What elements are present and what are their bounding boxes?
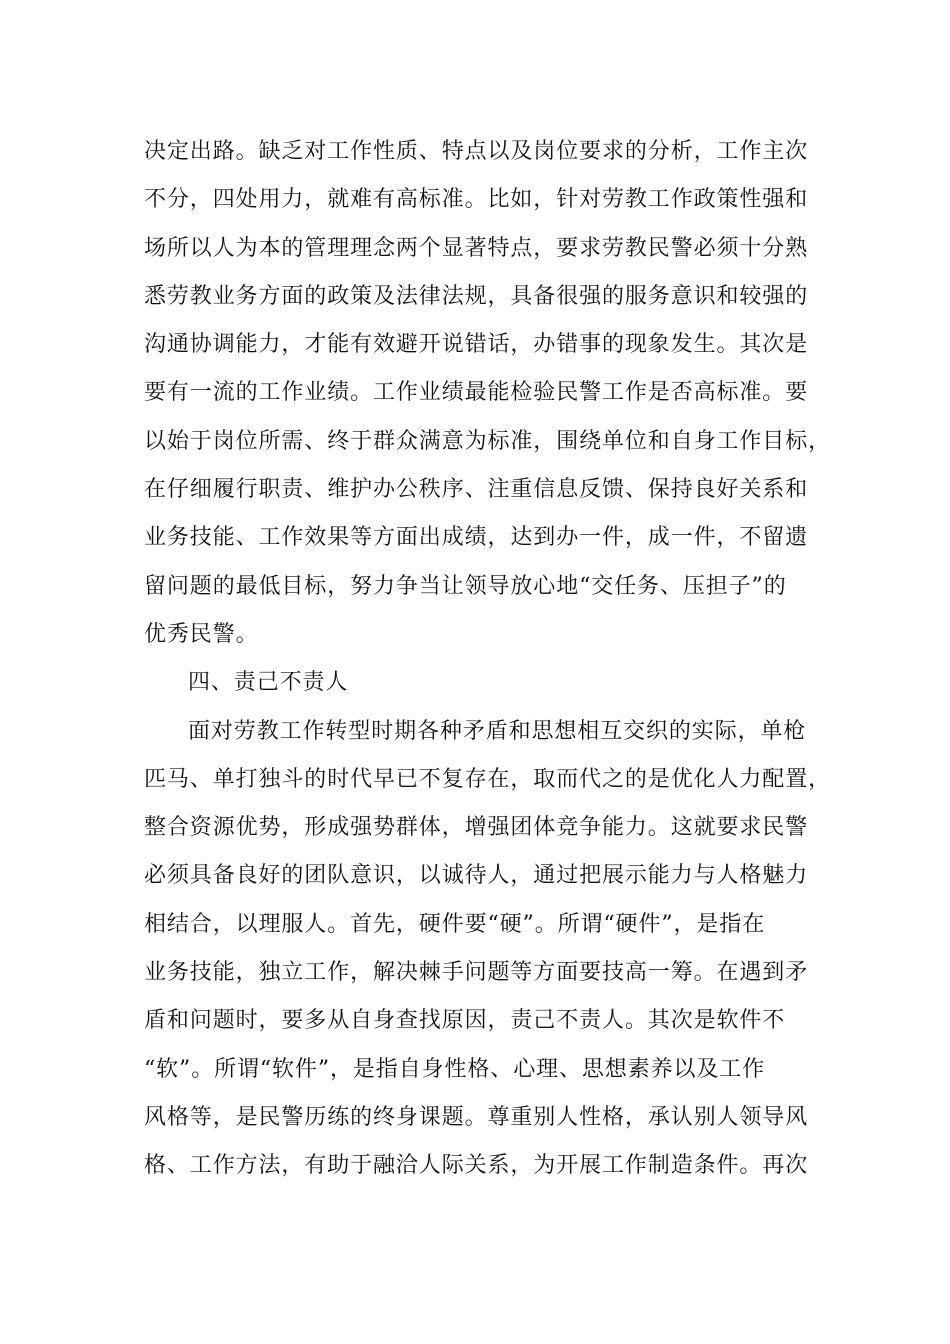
text-line: 风格等，是民警历练的终身课题。尊重别人性格，承认别人领导风 [144, 1104, 809, 1130]
text-line: 匹马、单打独斗的时代早已不复存在，取而代之的是优化人力配置， [144, 766, 832, 792]
text-line: 场所以人为本的管理理念两个显著特点，要求劳教民警必须十分熟 [144, 235, 809, 261]
text-line: 决定出路。缺乏对工作性质、特点以及岗位要求的分析，工作主次 [144, 139, 809, 164]
text-line: 业务技能、工作效果等方面出成绩，达到办一件，成一件，不留遗 [144, 525, 809, 551]
text-line: “软”。所谓“软件”，是指自身性格、心理、思想素养以及工作 [144, 1056, 766, 1082]
text-line: 以始于岗位所需、终于群众满意为标准，围绕单位和自身工作目标， [144, 428, 832, 454]
body-text [144, 128, 834, 1191]
text-line: 格、工作方法，有助于融洽人际关系，为开展工作制造条件。再次 [144, 1153, 809, 1179]
text-line: 在仔细履行职责、维护办公秩序、注重信息反馈、保持良好关系和 [144, 477, 809, 503]
section-heading: 四、责己不责人 [188, 670, 349, 696]
text-line: 要有一流的工作业绩。工作业绩最能检验民警工作是否高标准。要 [144, 380, 809, 406]
text-line: 必须具备良好的团队意识，以诚待人，通过把展示能力与人格魅力 [144, 863, 809, 889]
text-line: 相结合，以理服人。首先，硬件要“硬”。所谓“硬件”，是指在 [144, 911, 766, 937]
text-line: 盾和问题时，要多从自身查找原因，责己不责人。其次是软件不 [144, 1008, 786, 1034]
text-line: 业务技能，独立工作，解决棘手问题等方面要技高一筹。在遇到矛 [144, 960, 809, 986]
text-line: 优秀民警。 [144, 621, 259, 647]
text-line: 沟通协调能力，才能有效避开说错话，办错事的现象发生。其次是 [144, 332, 809, 358]
paragraph-first-line: 面对劳教工作转型时期各种矛盾和思想相互交织的实际，单枪 [188, 718, 807, 744]
text-line: 留问题的最低目标，努力争当让领导放心地“交任务、压担子”的 [144, 573, 787, 599]
text-line: 悉劳教业务方面的政策及法律法规，具备很强的服务意识和较强的 [144, 283, 809, 309]
text-line: 整合资源优势，形成强势群体，增强团体竞争能力。这就要求民警 [144, 815, 809, 841]
text-line: 不分，四处用力，就难有高标准。比如，针对劳教工作政策性强和 [144, 187, 809, 213]
